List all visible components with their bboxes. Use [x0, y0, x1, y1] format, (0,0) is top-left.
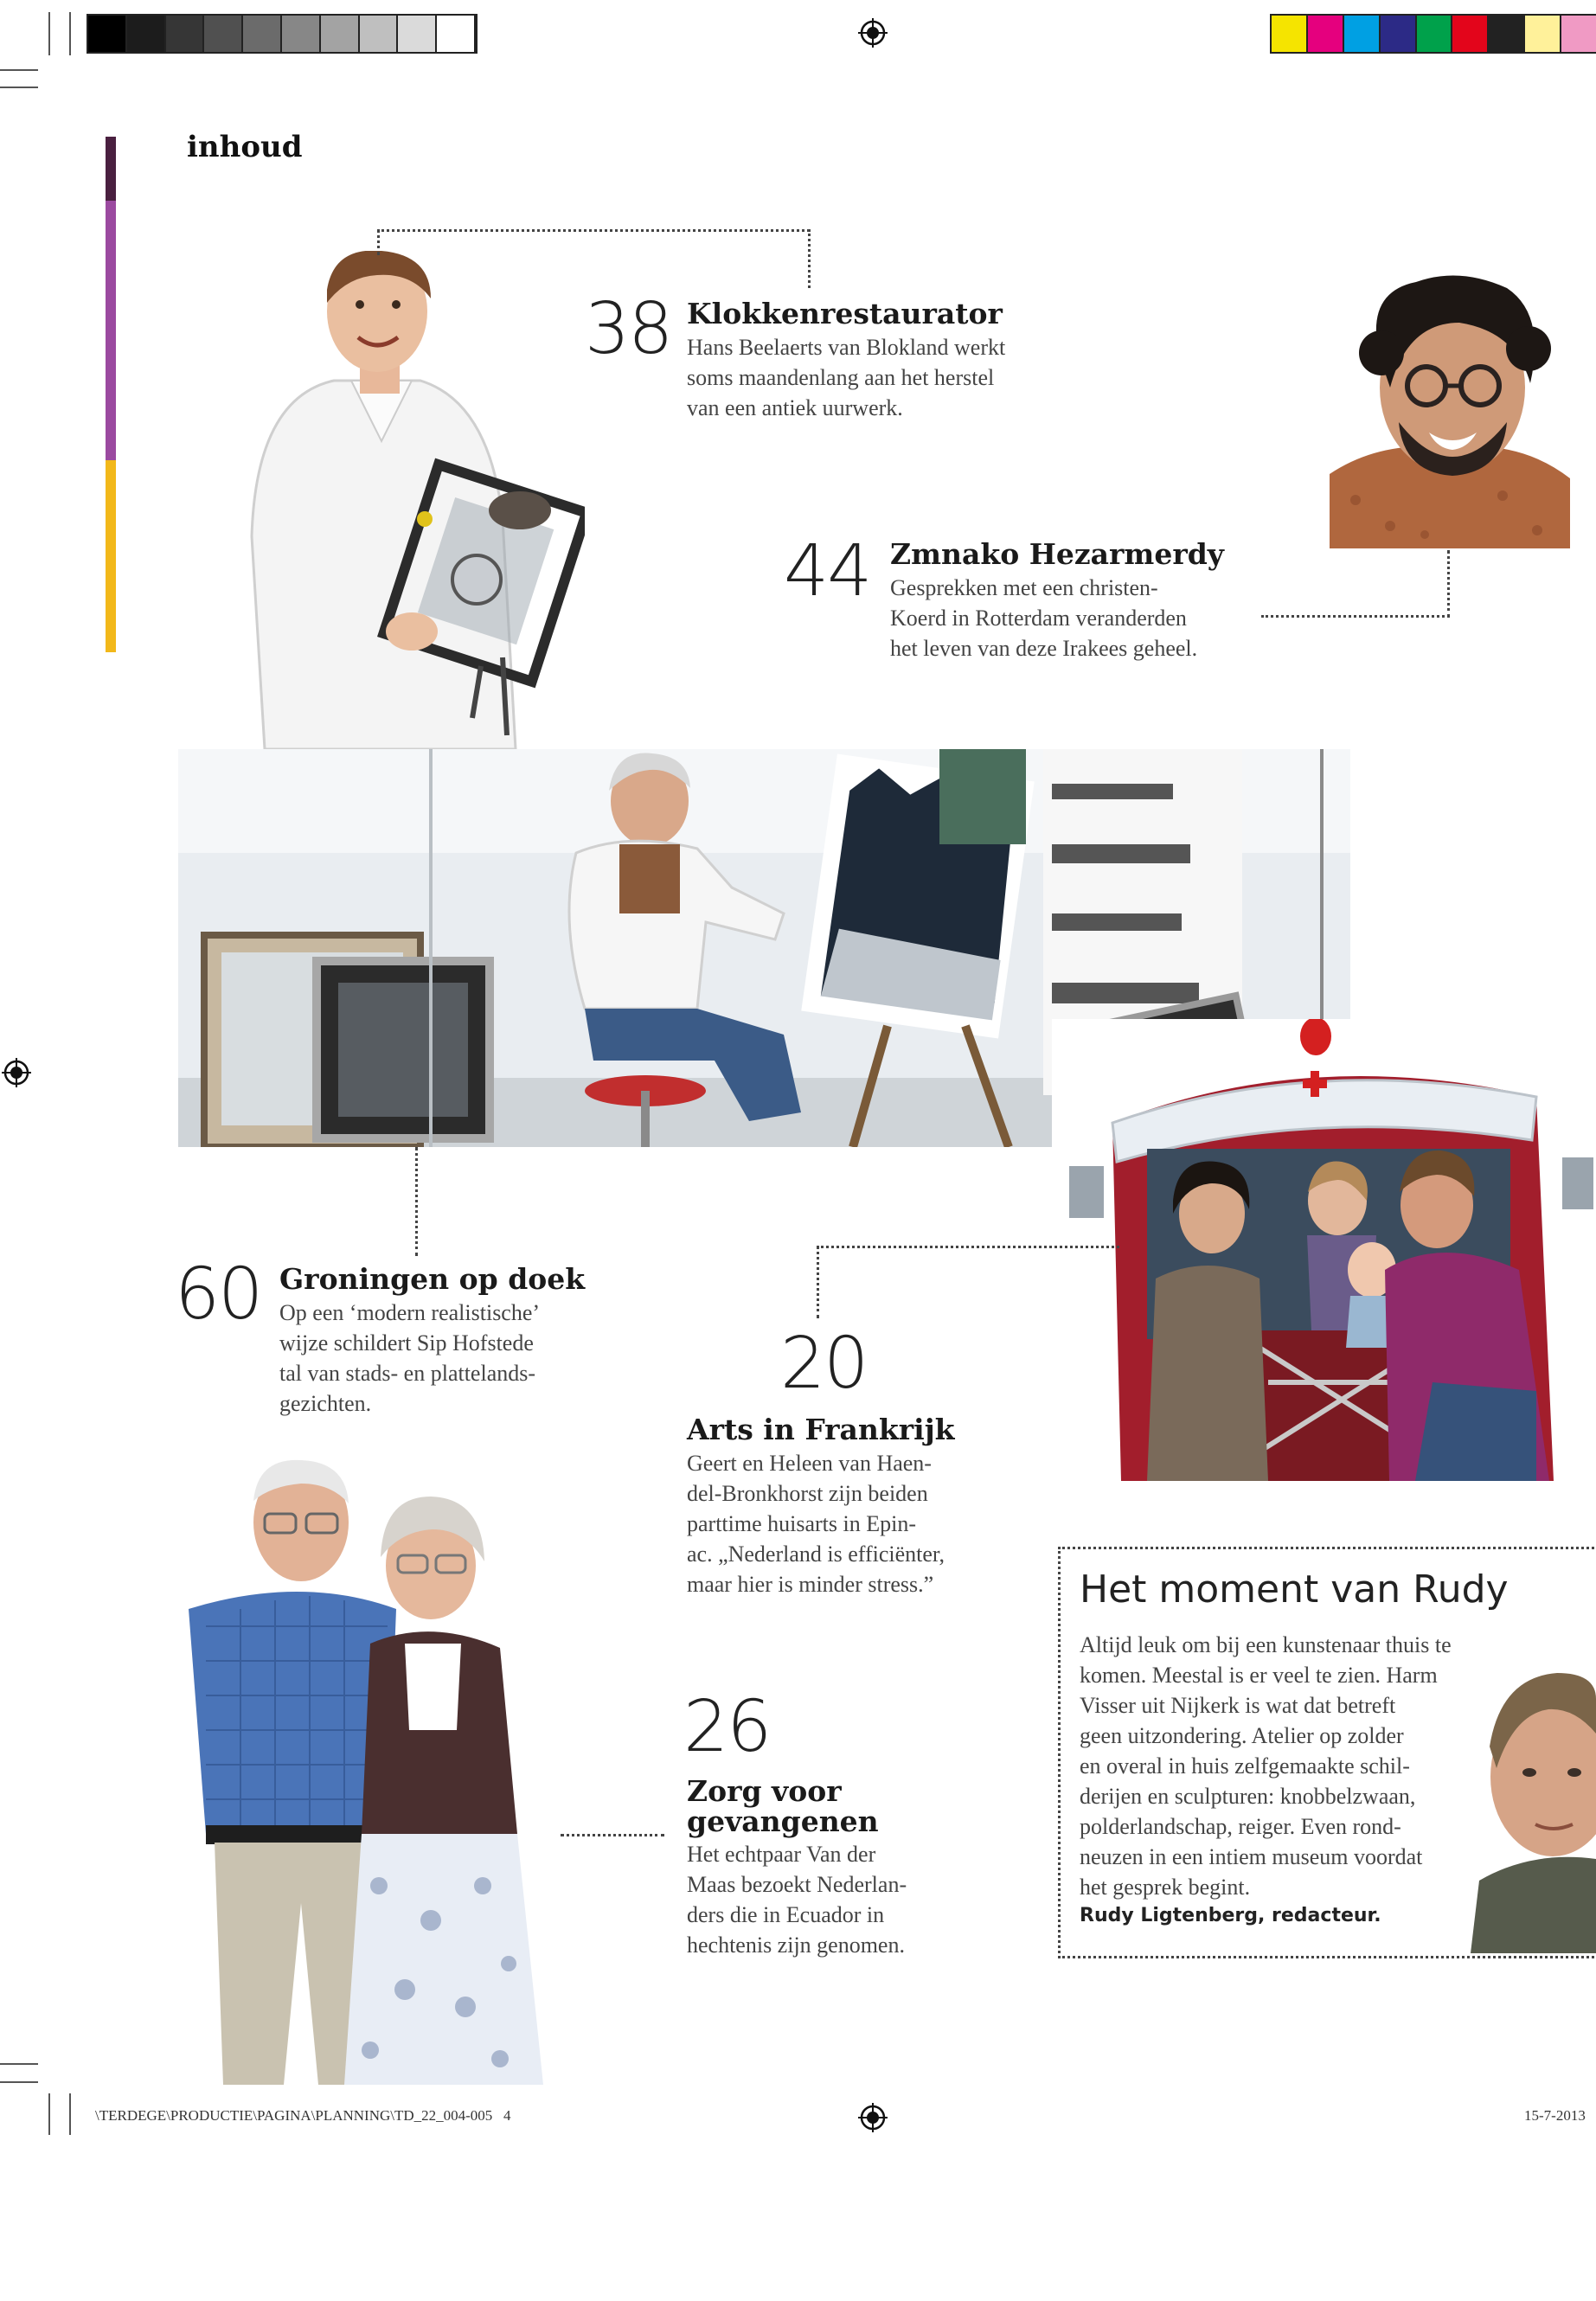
- crop-mark: [0, 69, 38, 71]
- gray-swatch: [243, 16, 282, 52]
- footer-file-path: \TERDEGE\PRODUCTIE\PAGINA\PLANNING\TD_22_004-005 4: [95, 2107, 511, 2124]
- connector-line: [817, 1246, 1119, 1248]
- gray-swatch: [398, 16, 437, 52]
- article-title-zorg-line2: gevangenen: [687, 1804, 879, 1838]
- article-title-groningen[interactable]: Groningen op doek: [279, 1262, 586, 1296]
- gray-swatch: [437, 16, 476, 52]
- registration-mark-icon: [2, 1058, 31, 1087]
- zmnako-portrait-photo: [1330, 275, 1570, 548]
- color-swatch: [1308, 16, 1344, 52]
- section-title: inhoud: [187, 130, 303, 164]
- color-swatch: [1489, 16, 1525, 52]
- editor-portrait-photo: [1471, 1664, 1596, 1953]
- connector-line: [1447, 550, 1450, 618]
- crop-mark: [48, 12, 50, 55]
- article-teaser-clock: Hans Beelaerts van Blokland werkt soms maandenlang aan het herstel van een antiek uurwerk.: [687, 335, 1006, 420]
- gray-swatch: [204, 16, 243, 52]
- article-title-zorg[interactable]: [687, 1774, 879, 1838]
- color-swatch: [1525, 16, 1561, 52]
- page-number-38[interactable]: 38: [585, 288, 672, 370]
- gray-swatch: [166, 16, 205, 52]
- section-color-strip: [106, 201, 116, 460]
- footer-date: 15-7-2013: [1524, 2107, 1586, 2124]
- connector-line: [415, 1147, 418, 1256]
- connector-line: [1261, 615, 1450, 618]
- elderly-couple-photo: [154, 1453, 586, 2085]
- article-teaser-zmnako: Gesprekken met een christen- Koerd in Rotterdam veranderden het leven van deze Irakees geheel.: [890, 575, 1198, 661]
- color-swatch: [1561, 16, 1596, 52]
- article-title-zmnako[interactable]: Zmnako Hezarmerdy: [890, 537, 1224, 571]
- article-teaser-arts: Geert en Heleen van Haen- del-Bronkhorst zijn beiden parttime huisarts in Epin- ac. „Nederland is efficiënter, maar hier is minder stress.”: [687, 1451, 945, 1597]
- registration-mark-icon: [858, 18, 888, 48]
- crop-mark: [69, 2093, 71, 2135]
- crop-mark: [48, 2093, 50, 2135]
- gray-swatch: [127, 16, 166, 52]
- connector-line: [808, 229, 811, 288]
- article-title-zorg-line1: Zorg voor: [687, 1774, 842, 1808]
- color-swatch: [1272, 16, 1308, 52]
- crop-mark: [0, 2081, 38, 2083]
- page-number-26[interactable]: 26: [683, 1686, 771, 1768]
- clock-restorer-photo: [204, 251, 585, 749]
- article-teaser-groningen: Op een ‘modern realistische’ wijze schildert Sip Hofstede tal van stads- en plattelands- gezichten.: [279, 1300, 541, 1416]
- article-title-arts[interactable]: Arts in Frankrijk: [687, 1413, 955, 1446]
- page-number-44[interactable]: 44: [784, 530, 871, 612]
- section-color-strip: [106, 460, 116, 652]
- section-color-strip: [106, 137, 116, 201]
- color-swatch: [1381, 16, 1417, 52]
- crop-mark: [0, 87, 38, 88]
- gray-swatch: [282, 16, 321, 52]
- grayscale-color-bar: [87, 14, 478, 54]
- editor-column-signature: Rudy Ligtenberg, redacteur.: [1080, 1905, 1381, 1926]
- process-color-bar: [1270, 14, 1596, 54]
- registration-mark-icon: [858, 2103, 888, 2132]
- page-number-20[interactable]: 20: [780, 1323, 868, 1405]
- gray-swatch: [88, 16, 127, 52]
- crop-mark: [0, 2063, 38, 2065]
- article-title-clock[interactable]: Klokkenrestaurator: [687, 297, 1003, 330]
- connector-line: [377, 229, 380, 255]
- connector-line: [377, 229, 810, 232]
- editor-column-title: Het moment van Rudy: [1080, 1567, 1509, 1612]
- color-swatch: [1344, 16, 1381, 52]
- connector-line: [561, 1834, 664, 1836]
- color-swatch: [1452, 16, 1489, 52]
- article-teaser-zorg: Het echtpaar Van der Maas bezoekt Nederlan- ders die in Ecuador in hechtenis zijn genomen.: [687, 1842, 907, 1958]
- color-swatch: [1417, 16, 1453, 52]
- page-number-60[interactable]: 60: [175, 1253, 262, 1336]
- editor-column-text: Altijd leuk om bij een kunstenaar thuis te komen. Meestal is er veel te zien. Harm Visser uit Nijkerk is wat dat betreft geen uitzondering. Atelier op zolder en overal in huis zelfgemaakte schil- derijen en sculpturen: knobbelzwaan, polderlandschap, reiger. Even rond- neuzen in een intiem museum voordat het gesprek begint.: [1080, 1632, 1452, 1900]
- gray-swatch: [321, 16, 360, 52]
- connector-line: [817, 1246, 819, 1318]
- gray-swatch: [360, 16, 399, 52]
- crop-mark: [69, 12, 71, 55]
- family-truck-photo: [1052, 1019, 1596, 1481]
